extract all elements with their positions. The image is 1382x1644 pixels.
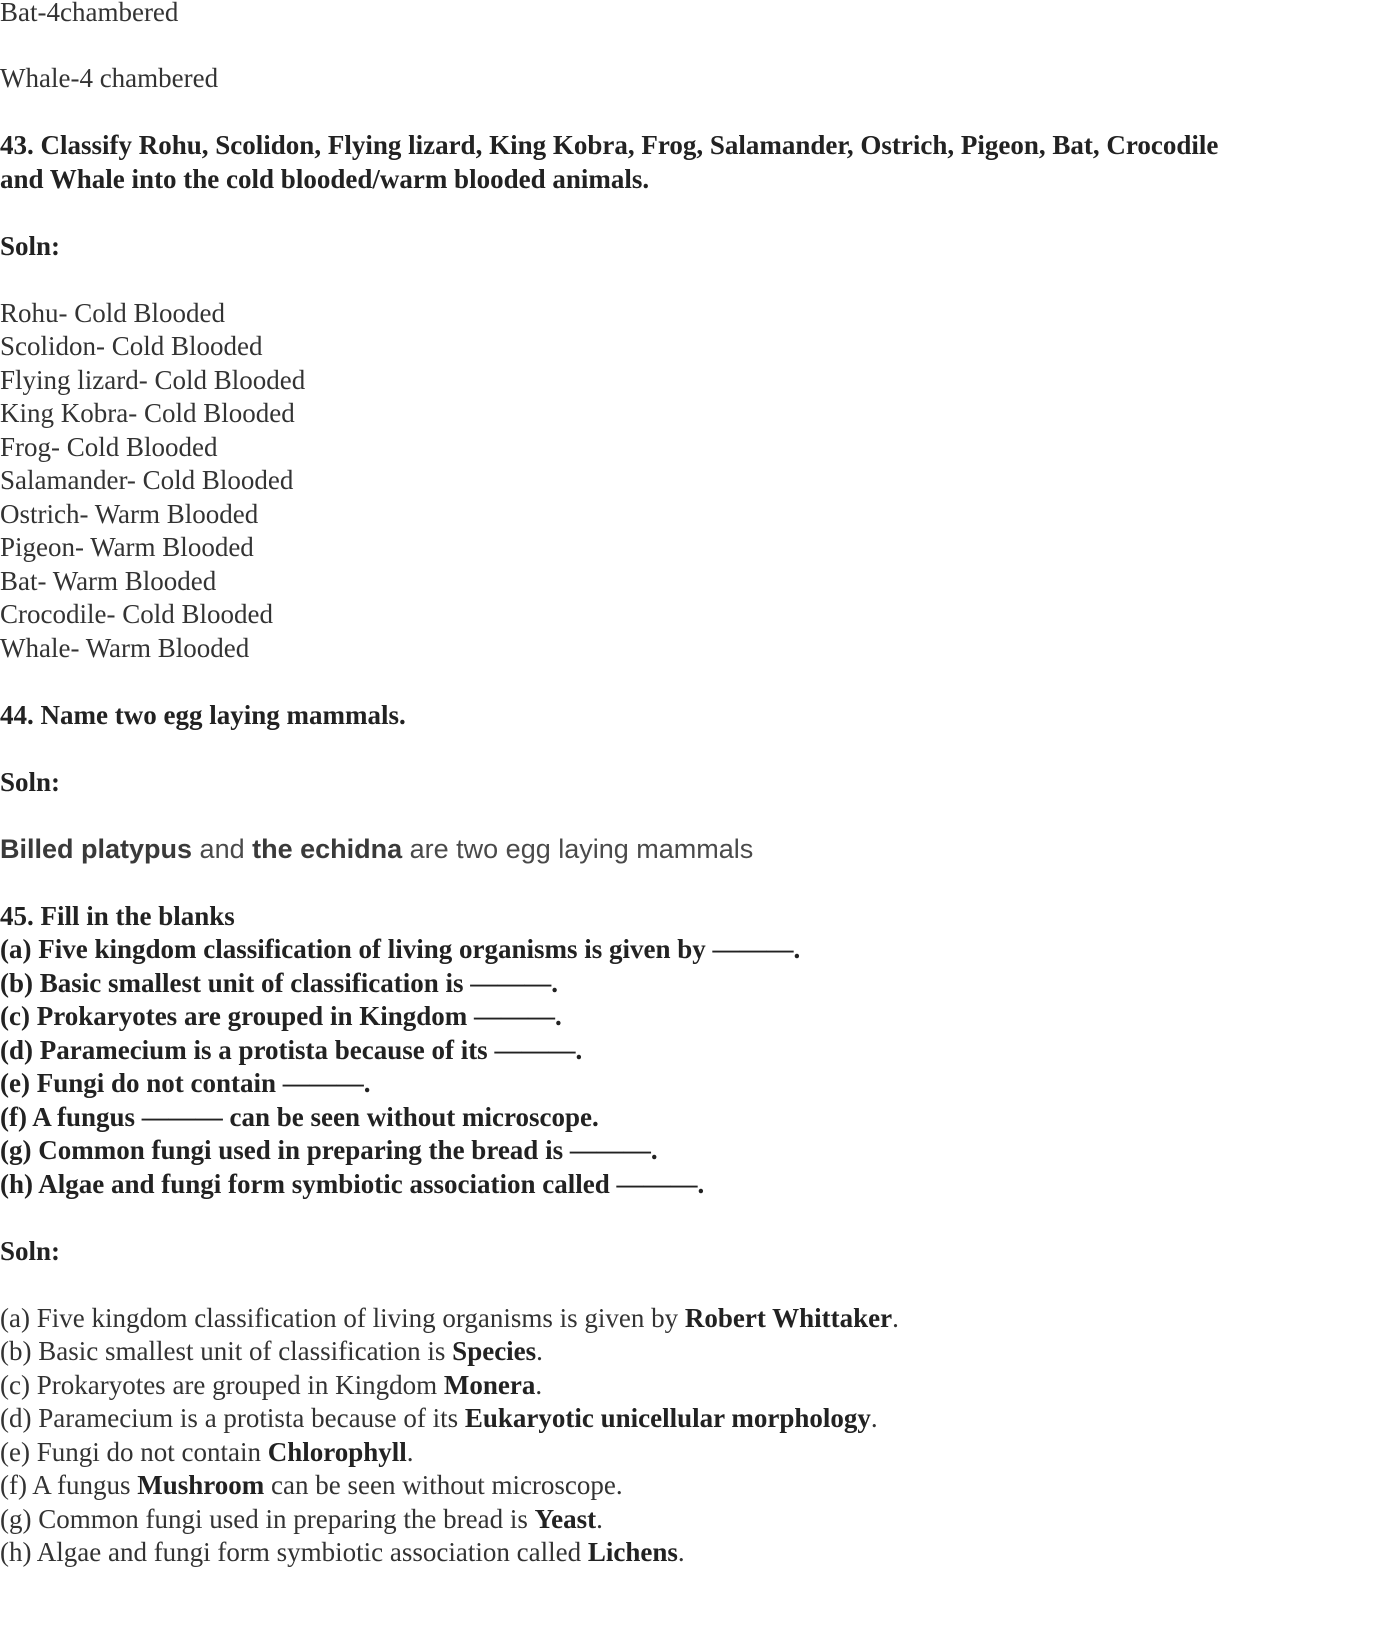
answer-prefix: (g) Common fungi used in preparing the bread is: [0, 1504, 535, 1534]
q45-blank-item: (g) Common fungi used in preparing the bread is ———.: [0, 1135, 658, 1165]
answer-suffix: .: [535, 1370, 543, 1400]
q43-answer-item: Flying lizard- Cold Blooded: [0, 365, 306, 395]
previous-answer-whale: Whale-4 chambered: [0, 63, 219, 93]
q43-answer-item: Rohu- Cold Blooded: [0, 298, 226, 328]
q45-answer-item: [0, 1334, 543, 1368]
answer-suffix: .: [870, 1403, 878, 1433]
q45-blank-item: (d) Paramecium is a protista because of its ———.: [0, 1035, 583, 1065]
q45-blank-item: (e) Fungi do not contain ———.: [0, 1068, 371, 1098]
q44-answer: [0, 832, 753, 866]
answer-suffix: .: [892, 1303, 899, 1333]
q44-soln-label: Soln:: [0, 767, 61, 797]
answer-bold: Yeast: [534, 1504, 597, 1534]
answer-prefix: (d) Paramecium is a protista because of its: [0, 1403, 465, 1433]
q45-answer-item: [0, 1535, 685, 1569]
answer-suffix: .: [406, 1437, 414, 1467]
q43-answer-item: Crocodile- Cold Blooded: [0, 599, 273, 629]
q45-answer-item: [0, 1368, 542, 1402]
q45-answer-item: [0, 1301, 899, 1335]
q45-blank-item: (f) A fungus ——— can be seen without microscope.: [0, 1102, 599, 1132]
answer-suffix: .: [536, 1336, 543, 1366]
q45-answer-item: [0, 1401, 878, 1435]
q45-answer-item: [0, 1502, 603, 1536]
q43-answer-item: King Kobra- Cold Blooded: [0, 398, 295, 428]
q43-answer-item: Frog- Cold Blooded: [0, 432, 218, 462]
q45-soln-label: Soln:: [0, 1236, 61, 1266]
q43-answer-item: Bat- Warm Blooded: [0, 566, 217, 596]
answer-prefix: (h) Algae and fungi form symbiotic association called: [0, 1537, 588, 1567]
q44-answer-text: are two egg laying mammals: [402, 834, 754, 864]
q45-answer-item: [0, 1435, 414, 1469]
q43-answer-item: Whale- Warm Blooded: [0, 633, 250, 663]
answer-bold: Robert Whittaker: [684, 1303, 893, 1333]
q45-blank-item: (b) Basic smallest unit of classification is ———.: [0, 968, 558, 998]
answer-bold: Species: [452, 1336, 537, 1366]
q44-answer-text: and: [192, 834, 253, 864]
answer-bold: Monera: [443, 1370, 536, 1400]
answer-suffix: .: [677, 1537, 685, 1567]
answer-prefix: (e) Fungi do not contain: [0, 1437, 268, 1467]
answer-prefix: (f) A fungus: [0, 1470, 138, 1500]
q45-answer-item: [0, 1468, 623, 1502]
q43-answer-item: Ostrich- Warm Blooded: [0, 499, 259, 529]
q45-blank-item: (c) Prokaryotes are grouped in Kingdom ———.: [0, 1001, 562, 1031]
q43-answer-item: Salamander- Cold Blooded: [0, 465, 294, 495]
q43-answer-item: Pigeon- Warm Blooded: [0, 532, 254, 562]
answer-bold: Mushroom: [137, 1470, 265, 1500]
answer-prefix: (a) Five kingdom classification of living organisms is given by: [0, 1303, 685, 1333]
q45-question: 45. Fill in the blanks: [0, 901, 235, 931]
q44-question: 44. Name two egg laying mammals.: [0, 700, 406, 730]
q43-soln-label: Soln:: [0, 231, 61, 261]
answer-bold: Chlorophyll: [267, 1437, 407, 1467]
answer-suffix: can be seen without microscope.: [264, 1470, 623, 1500]
q43-answer-item: Scolidon- Cold Blooded: [0, 331, 263, 361]
answer-suffix: .: [596, 1504, 603, 1534]
q45-blank-item: (h) Algae and fungi form symbiotic association called ———.: [0, 1169, 705, 1199]
q43-question-line2: and Whale into the cold blooded/warm blooded animals.: [0, 164, 650, 194]
answer-prefix: (b) Basic smallest unit of classification is: [0, 1336, 453, 1366]
q43-question-line1: 43. Classify Rohu, Scolidon, Flying lizard, King Kobra, Frog, Salamander, Ostrich, Pigeon, Bat, Crocodile: [0, 130, 1219, 160]
q45-blank-item: (a) Five kingdom classification of living organisms is given by ———.: [0, 934, 801, 964]
q44-answer-bold-platypus: Billed platypus: [0, 834, 193, 864]
previous-answer-bat: Bat-4chambered: [0, 0, 179, 27]
answer-bold: Lichens: [587, 1537, 678, 1567]
q44-answer-bold-echidna: the echidna: [252, 834, 403, 864]
answer-prefix: (c) Prokaryotes are grouped in Kingdom: [0, 1370, 444, 1400]
answer-bold: Eukaryotic unicellular morphology: [464, 1403, 871, 1433]
